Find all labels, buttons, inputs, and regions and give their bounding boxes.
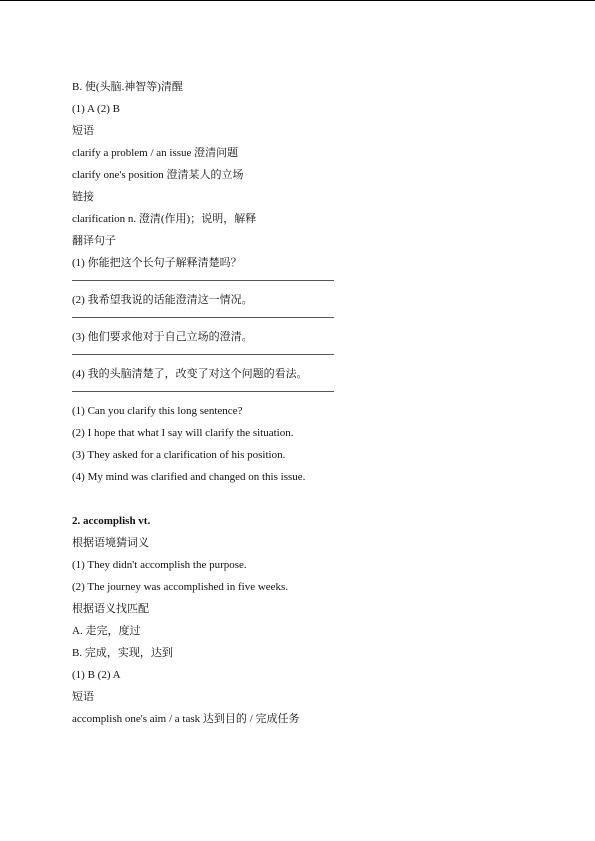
phrase-item: clarify a problem / an issue 澄清问题 (72, 147, 239, 159)
meaning-b: B. 使(头脑.神智等)清醒 (72, 81, 183, 93)
guess-heading: 根据语境猜词义 (72, 537, 149, 549)
example-sentence: (2) The journey was accomplished in five weeks. (72, 581, 289, 593)
match-answers: (1) A (2) B (72, 103, 120, 115)
section-title: 2. accomplish vt. (72, 515, 151, 527)
translate-item: (4) 我的头脑清楚了，改变了对这个问题的看法。 (72, 368, 308, 380)
phrases-heading: 短语 (72, 125, 94, 137)
top-border-rule (0, 0, 595, 1)
example-sentence: (1) They didn't accomplish the purpose. (72, 559, 247, 571)
section-gap (72, 488, 542, 510)
phrases-heading: 短语 (72, 691, 94, 703)
answer-blank-line (72, 317, 334, 318)
translate-item: (1) 你能把这个长句子解释清楚吗？ (72, 257, 242, 269)
translate-heading: 翻译句子 (72, 235, 116, 247)
match-heading: 根据语义找匹配 (72, 603, 149, 615)
answer-blank-line (72, 280, 334, 281)
answer-blank-line (72, 391, 334, 392)
translate-answer: (4) My mind was clarified and changed on this issue. (72, 471, 306, 483)
link-item: clarification n. 澄清(作用)；说明，解释 (72, 213, 257, 225)
translate-answer: (2) I hope that what I say will clarify the situation. (72, 427, 294, 439)
meaning-a: A. 走完，度过 (72, 625, 141, 637)
meaning-b: B. 完成，实现，达到 (72, 647, 173, 659)
link-heading: 链接 (72, 191, 94, 203)
translate-item: (2) 我希望我说的话能澄清这一情况。 (72, 294, 253, 306)
translate-answer: (1) Can you clarify this long sentence? (72, 405, 243, 417)
phrase-item: clarify one's position 澄清某人的立场 (72, 169, 244, 181)
translate-answer: (3) They asked for a clarification of his position. (72, 449, 286, 461)
document-page (72, 76, 542, 730)
phrase-item: accomplish one's aim / a task 达到目的 / 完成任务 (72, 713, 300, 725)
match-answers: (1) B (2) A (72, 669, 121, 681)
translate-item: (3) 他们要求他对于自己立场的澄清。 (72, 331, 253, 343)
answer-blank-line (72, 354, 334, 355)
